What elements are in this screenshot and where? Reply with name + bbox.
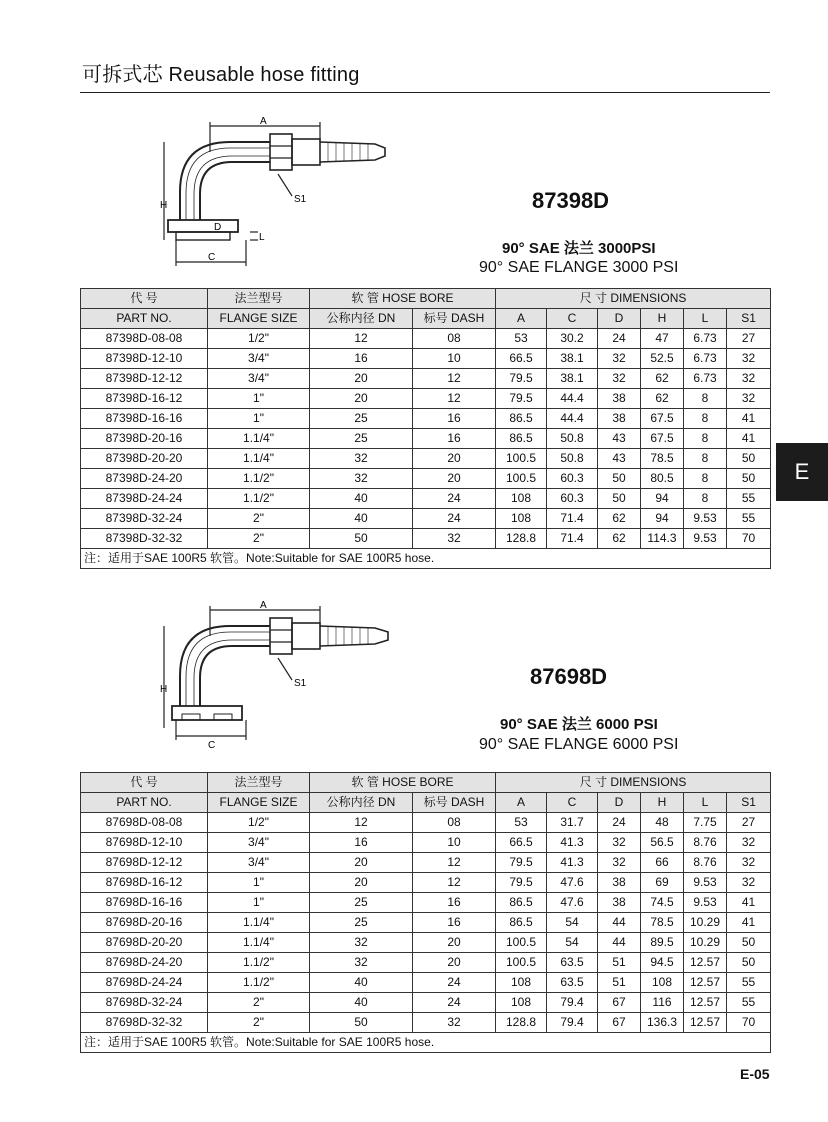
table-cell: 71.4	[547, 509, 598, 529]
table-cell: 6.73	[684, 329, 727, 349]
table-cell: 87698D-16-12	[81, 873, 208, 893]
table-cell: 79.4	[547, 1013, 598, 1033]
table-cell: 53	[496, 329, 547, 349]
table-cell: 50.8	[547, 429, 598, 449]
table-cell: 32	[598, 349, 641, 369]
table-row	[81, 993, 771, 1013]
table-cell: 1"	[208, 873, 310, 893]
table-cell: 1/2"	[208, 329, 310, 349]
table-cell: 24	[413, 993, 496, 1013]
spec-english: 90° SAE FLANGE 3000 PSI	[479, 259, 679, 276]
col-h: H	[641, 793, 684, 813]
col-part-en: PART NO.	[81, 309, 208, 329]
table-cell: 20	[310, 389, 413, 409]
spec-chinese: 90° SAE 法兰 6000 PSI	[500, 716, 658, 733]
table-cell: 32	[727, 873, 771, 893]
table-row	[81, 853, 771, 873]
table-cell: 100.5	[496, 953, 547, 973]
col-flange-cn: 法兰型号	[208, 289, 310, 309]
table-cell: 70	[727, 1013, 771, 1033]
label-a: A	[260, 116, 267, 127]
table-cell: 3/4"	[208, 833, 310, 853]
table-cell: 86.5	[496, 409, 547, 429]
table-cell: 12.57	[684, 993, 727, 1013]
col-s1: S1	[727, 793, 771, 813]
label-d: D	[214, 222, 222, 233]
table-cell: 87398D-32-32	[81, 529, 208, 549]
table-cell: 30.2	[547, 329, 598, 349]
col-a: A	[496, 309, 547, 329]
table-cell: 87398D-12-10	[81, 349, 208, 369]
col-l: L	[684, 309, 727, 329]
table-cell: 60.3	[547, 469, 598, 489]
table-cell: 87398D-16-12	[81, 389, 208, 409]
table-cell: 87398D-24-20	[81, 469, 208, 489]
table-cell: 40	[310, 509, 413, 529]
fitting-drawing-87398d	[160, 112, 400, 272]
table-cell: 12	[413, 369, 496, 389]
table-cell: 24	[413, 509, 496, 529]
col-part-en: PART NO.	[81, 793, 208, 813]
table-row	[81, 469, 771, 489]
table-cell: 32	[413, 529, 496, 549]
table-cell: 8	[684, 469, 727, 489]
table-cell: 87698D-12-10	[81, 833, 208, 853]
table-cell: 41	[727, 409, 771, 429]
table-row	[81, 349, 771, 369]
table-cell: 44.4	[547, 409, 598, 429]
table-cell: 67.5	[641, 409, 684, 429]
table-cell: 32	[598, 853, 641, 873]
table-cell: 51	[598, 953, 641, 973]
table-cell: 67	[598, 993, 641, 1013]
table-cell: 87698D-20-16	[81, 913, 208, 933]
table-cell: 20	[413, 449, 496, 469]
table-cell: 54	[547, 913, 598, 933]
table-cell: 20	[413, 933, 496, 953]
table-cell: 41.3	[547, 853, 598, 873]
table-cell: 55	[727, 509, 771, 529]
table-cell: 38	[598, 893, 641, 913]
fitting-drawing-87698d	[160, 596, 400, 756]
table-cell: 8	[684, 409, 727, 429]
table-cell: 63.5	[547, 953, 598, 973]
table-cell: 70	[727, 529, 771, 549]
table-cell: 87698D-16-16	[81, 893, 208, 913]
table-row	[81, 529, 771, 549]
table-cell: 108	[496, 973, 547, 993]
table-cell: 50	[727, 469, 771, 489]
table-cell: 41	[727, 429, 771, 449]
table-cell: 50	[727, 449, 771, 469]
table-row	[81, 1013, 771, 1033]
table-cell: 9.53	[684, 893, 727, 913]
table-cell: 8	[684, 389, 727, 409]
table-cell: 24	[598, 329, 641, 349]
col-hose-bore: 软 管 HOSE BORE	[310, 773, 496, 793]
table-cell: 25	[310, 429, 413, 449]
col-d: D	[598, 309, 641, 329]
table-cell: 79.5	[496, 369, 547, 389]
table-cell: 1/2"	[208, 813, 310, 833]
col-flange-en: FLANGE SIZE	[208, 309, 310, 329]
spec-table-87698d	[80, 772, 771, 1053]
table-cell: 55	[727, 973, 771, 993]
table-cell: 71.4	[547, 529, 598, 549]
table-cell: 94	[641, 489, 684, 509]
table-cell: 87698D-24-20	[81, 953, 208, 973]
col-flange-cn: 法兰型号	[208, 773, 310, 793]
table-cell: 3/4"	[208, 349, 310, 369]
table-cell: 86.5	[496, 893, 547, 913]
table-cell: 94	[641, 509, 684, 529]
spec-english: 90° SAE FLANGE 6000 PSI	[479, 736, 679, 753]
table-row	[81, 409, 771, 429]
table-cell: 1.1/2"	[208, 953, 310, 973]
table-cell: 69	[641, 873, 684, 893]
label-l: L	[259, 232, 265, 243]
table-cell: 136.3	[641, 1013, 684, 1033]
table-cell: 32	[598, 369, 641, 389]
table-cell: 50	[727, 933, 771, 953]
col-l: L	[684, 793, 727, 813]
table-cell: 86.5	[496, 913, 547, 933]
table-row	[81, 833, 771, 853]
table-cell: 1"	[208, 389, 310, 409]
table-cell: 94.5	[641, 953, 684, 973]
table-cell: 62	[641, 369, 684, 389]
table-cell: 48	[641, 813, 684, 833]
table-cell: 32	[310, 469, 413, 489]
section-tab: E	[776, 443, 828, 501]
table-cell: 24	[413, 489, 496, 509]
table-row	[81, 389, 771, 409]
table-cell: 53	[496, 813, 547, 833]
col-hose-bore: 软 管 HOSE BORE	[310, 289, 496, 309]
label-a: A	[260, 600, 267, 611]
table-cell: 32	[310, 449, 413, 469]
table-cell: 38	[598, 409, 641, 429]
table-cell: 38	[598, 389, 641, 409]
spec-chinese: 90° SAE 法兰 3000PSI	[502, 240, 656, 257]
col-c: C	[547, 309, 598, 329]
table-cell: 1"	[208, 893, 310, 913]
table-row	[81, 509, 771, 529]
table-cell: 40	[310, 973, 413, 993]
table-cell: 108	[641, 973, 684, 993]
title-divider	[80, 92, 770, 93]
table-cell: 25	[310, 409, 413, 429]
table-cell: 41	[727, 913, 771, 933]
table-cell: 67.5	[641, 429, 684, 449]
table-cell: 27	[727, 329, 771, 349]
table-body	[81, 329, 771, 549]
page-title: 可拆式芯 Reusable hose fitting	[82, 64, 360, 86]
table-cell: 8	[684, 449, 727, 469]
table-cell: 1"	[208, 409, 310, 429]
table-cell: 80.5	[641, 469, 684, 489]
table-row	[81, 369, 771, 389]
table-cell: 50	[598, 469, 641, 489]
table-cell: 32	[727, 349, 771, 369]
table-row	[81, 489, 771, 509]
table-cell: 87698D-20-20	[81, 933, 208, 953]
table-row	[81, 329, 771, 349]
table-cell: 32	[727, 369, 771, 389]
table-cell: 116	[641, 993, 684, 1013]
table-cell: 38.1	[547, 369, 598, 389]
table-cell: 87398D-16-16	[81, 409, 208, 429]
table-cell: 79.4	[547, 993, 598, 1013]
table-cell: 8	[684, 429, 727, 449]
col-s1: S1	[727, 309, 771, 329]
table-cell: 87398D-32-24	[81, 509, 208, 529]
table-cell: 20	[413, 469, 496, 489]
table-cell: 52.5	[641, 349, 684, 369]
table-cell: 128.8	[496, 1013, 547, 1033]
table-cell: 3/4"	[208, 853, 310, 873]
table-cell: 1.1/4"	[208, 933, 310, 953]
col-dash: 标号 DASH	[413, 309, 496, 329]
table-cell: 47	[641, 329, 684, 349]
table-cell: 10	[413, 349, 496, 369]
label-h: H	[160, 200, 168, 211]
table-cell: 62	[641, 389, 684, 409]
table-cell: 56.5	[641, 833, 684, 853]
label-c: C	[208, 740, 216, 751]
table-cell: 67	[598, 1013, 641, 1033]
table-cell: 2"	[208, 529, 310, 549]
table-cell: 50	[310, 529, 413, 549]
table-cell: 10.29	[684, 933, 727, 953]
table-cell: 2"	[208, 509, 310, 529]
table-row	[81, 913, 771, 933]
table-cell: 10	[413, 833, 496, 853]
table-cell: 50.8	[547, 449, 598, 469]
table-row	[81, 953, 771, 973]
table-cell: 12	[310, 329, 413, 349]
table-cell: 78.5	[641, 449, 684, 469]
table-cell: 47.6	[547, 893, 598, 913]
table-cell: 108	[496, 489, 547, 509]
table-cell: 20	[310, 873, 413, 893]
col-dash: 标号 DASH	[413, 793, 496, 813]
table-note: 注：适用于SAE 100R5 软管。Note:Suitable for SAE 100R5 hose.	[81, 549, 771, 569]
table-cell: 108	[496, 509, 547, 529]
table-cell: 43	[598, 429, 641, 449]
table-cell: 32	[310, 933, 413, 953]
table-cell: 9.53	[684, 529, 727, 549]
table-cell: 7.75	[684, 813, 727, 833]
table-cell: 8.76	[684, 853, 727, 873]
table-cell: 08	[413, 329, 496, 349]
col-dimensions: 尺 寸 DIMENSIONS	[496, 773, 771, 793]
table-cell: 12	[413, 853, 496, 873]
table-cell: 100.5	[496, 933, 547, 953]
table-cell: 12.57	[684, 953, 727, 973]
col-dn: 公称内径 DN	[310, 309, 413, 329]
table-cell: 44.4	[547, 389, 598, 409]
table-cell: 55	[727, 993, 771, 1013]
table-cell: 24	[413, 973, 496, 993]
table-cell: 54	[547, 933, 598, 953]
col-part-cn: 代 号	[81, 289, 208, 309]
table-cell: 66.5	[496, 349, 547, 369]
table-cell: 89.5	[641, 933, 684, 953]
table-cell: 41.3	[547, 833, 598, 853]
table-cell: 87698D-08-08	[81, 813, 208, 833]
table-cell: 1.1/2"	[208, 469, 310, 489]
table-cell: 44	[598, 933, 641, 953]
table-cell: 41	[727, 893, 771, 913]
table-cell: 6.73	[684, 369, 727, 389]
table-cell: 25	[310, 893, 413, 913]
table-row	[81, 933, 771, 953]
col-d: D	[598, 793, 641, 813]
table-cell: 9.53	[684, 509, 727, 529]
table-cell: 32	[598, 833, 641, 853]
table-cell: 38	[598, 873, 641, 893]
table-cell: 20	[413, 953, 496, 973]
table-cell: 63.5	[547, 973, 598, 993]
label-h: H	[160, 684, 168, 695]
table-row	[81, 893, 771, 913]
table-cell: 108	[496, 993, 547, 1013]
table-row	[81, 813, 771, 833]
col-flange-en: FLANGE SIZE	[208, 793, 310, 813]
table-cell: 16	[413, 429, 496, 449]
table-cell: 66.5	[496, 833, 547, 853]
table-cell: 44	[598, 913, 641, 933]
table-cell: 50	[727, 953, 771, 973]
spec-table-87398d	[80, 288, 771, 569]
col-a: A	[496, 793, 547, 813]
label-s1: S1	[294, 678, 307, 689]
table-cell: 20	[310, 369, 413, 389]
table-cell: 12.57	[684, 1013, 727, 1033]
table-cell: 25	[310, 913, 413, 933]
table-cell: 1.1/4"	[208, 429, 310, 449]
table-cell: 32	[310, 953, 413, 973]
table-cell: 66	[641, 853, 684, 873]
page-number: E-05	[740, 1066, 770, 1082]
table-cell: 1.1/4"	[208, 913, 310, 933]
table-cell: 32	[413, 1013, 496, 1033]
table-cell: 8	[684, 489, 727, 509]
table-cell: 86.5	[496, 429, 547, 449]
table-cell: 79.5	[496, 853, 547, 873]
table-cell: 6.73	[684, 349, 727, 369]
table-body	[81, 813, 771, 1033]
label-s1: S1	[294, 194, 307, 205]
table-cell: 1.1/2"	[208, 973, 310, 993]
table-cell: 87398D-20-20	[81, 449, 208, 469]
table-cell: 16	[413, 913, 496, 933]
table-cell: 24	[598, 813, 641, 833]
table-cell: 38.1	[547, 349, 598, 369]
table-cell: 87698D-24-24	[81, 973, 208, 993]
table-cell: 50	[310, 1013, 413, 1033]
table-row	[81, 449, 771, 469]
table-row	[81, 973, 771, 993]
table-cell: 87698D-12-12	[81, 853, 208, 873]
table-cell: 32	[727, 853, 771, 873]
table-cell: 16	[310, 349, 413, 369]
table-cell: 31.7	[547, 813, 598, 833]
table-cell: 12	[413, 389, 496, 409]
table-cell: 27	[727, 813, 771, 833]
model-number: 87398D	[532, 188, 610, 213]
table-row	[81, 429, 771, 449]
table-cell: 60.3	[547, 489, 598, 509]
col-dimensions: 尺 寸 DIMENSIONS	[496, 289, 771, 309]
table-cell: 12	[413, 873, 496, 893]
table-cell: 16	[413, 409, 496, 429]
table-cell: 79.5	[496, 389, 547, 409]
table-cell: 62	[598, 529, 641, 549]
table-cell: 32	[727, 389, 771, 409]
table-cell: 100.5	[496, 469, 547, 489]
table-cell: 87398D-12-12	[81, 369, 208, 389]
table-row	[81, 873, 771, 893]
table-cell: 50	[598, 489, 641, 509]
table-cell: 100.5	[496, 449, 547, 469]
table-cell: 16	[310, 833, 413, 853]
table-cell: 40	[310, 489, 413, 509]
table-cell: 12.57	[684, 973, 727, 993]
table-cell: 9.53	[684, 873, 727, 893]
table-cell: 8.76	[684, 833, 727, 853]
table-cell: 40	[310, 993, 413, 1013]
table-cell: 51	[598, 973, 641, 993]
table-cell: 74.5	[641, 893, 684, 913]
table-cell: 87698D-32-32	[81, 1013, 208, 1033]
table-cell: 3/4"	[208, 369, 310, 389]
table-cell: 87698D-32-24	[81, 993, 208, 1013]
col-dn: 公称内径 DN	[310, 793, 413, 813]
table-cell: 87398D-08-08	[81, 329, 208, 349]
col-c: C	[547, 793, 598, 813]
table-cell: 2"	[208, 993, 310, 1013]
model-number: 87698D	[530, 664, 608, 689]
table-cell: 87398D-20-16	[81, 429, 208, 449]
table-cell: 55	[727, 489, 771, 509]
table-cell: 128.8	[496, 529, 547, 549]
table-cell: 62	[598, 509, 641, 529]
label-c: C	[208, 252, 216, 263]
table-cell: 20	[310, 853, 413, 873]
table-cell: 87398D-24-24	[81, 489, 208, 509]
table-note: 注：适用于SAE 100R5 软管。Note:Suitable for SAE 100R5 hose.	[81, 1033, 771, 1053]
table-cell: 32	[727, 833, 771, 853]
table-cell: 1.1/2"	[208, 489, 310, 509]
table-cell: 2"	[208, 1013, 310, 1033]
table-cell: 79.5	[496, 873, 547, 893]
col-part-cn: 代 号	[81, 773, 208, 793]
table-cell: 1.1/4"	[208, 449, 310, 469]
table-cell: 08	[413, 813, 496, 833]
table-cell: 10.29	[684, 913, 727, 933]
table-cell: 16	[413, 893, 496, 913]
col-h: H	[641, 309, 684, 329]
table-cell: 43	[598, 449, 641, 469]
table-cell: 47.6	[547, 873, 598, 893]
table-cell: 12	[310, 813, 413, 833]
table-cell: 78.5	[641, 913, 684, 933]
table-cell: 114.3	[641, 529, 684, 549]
